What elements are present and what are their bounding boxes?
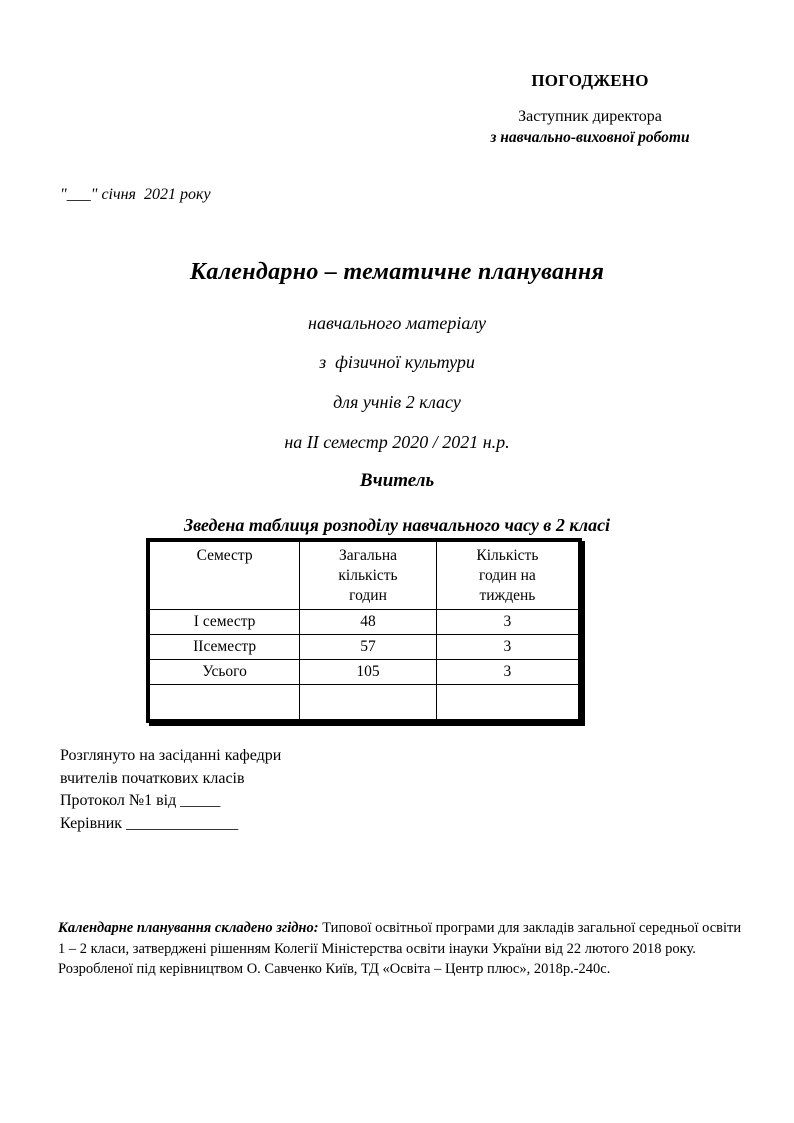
table-row-empty [148,684,580,721]
cell-semester: Усього [148,660,300,685]
table-header-cell-total-hours [300,540,437,610]
cell-semester [148,684,300,721]
approval-block [420,70,760,149]
subtitle-material: навчального матеріалу [308,312,486,333]
footnote-body: Типової освітньої програми для закладів загальної середньої освіти 1 – 2 класи, затверджені рішенням Колегії Міністерства освіти інауки України від 22 лютого 2018 року. Розробленої під керівництвом О. Савченко Київ, ТД «Освіта – Центр плюс», 2018р.-240с. [58,920,742,978]
cell-total-hours: 57 [300,635,437,660]
summary-table-caption: Зведена таблиця розподілу навчального часу в 2 класі [183,514,611,535]
approval-role-line-2: з навчально-виховної роботи [490,129,690,147]
table-row [148,635,580,660]
header-line: тиждень [479,586,536,604]
review-note-line-2: вчителів початкових класів [60,769,245,787]
table-header-cell-hours-per-week [436,540,580,610]
table-header-row [148,540,580,610]
table-header-cell-semester [148,540,300,610]
cell-hours-per-week: 3 [436,660,580,685]
review-note-head: Керівник ______________ [60,815,239,833]
header-line: кількість [338,566,398,584]
subtitle-class: для учнів 2 класу [333,391,461,412]
subtitle-term: на ІІ семестр 2020 / 2021 н.р. [284,431,510,452]
cell-hours-per-week: 3 [436,635,580,660]
review-notes-block [60,745,281,836]
header-line: годин [349,586,387,604]
teacher-label: Вчитель [359,470,435,492]
header-line: Кількість [476,547,539,564]
cell-semester: І семестр [148,610,300,635]
review-note-line-1: Розглянуто на засіданні кафедри [60,747,282,764]
summary-table-wrapper [146,538,586,723]
cell-total-hours: 48 [300,610,437,635]
table-row [148,660,580,685]
table-row [148,610,580,635]
cell-hours-per-week: 3 [436,610,580,635]
approval-date-line: "___" січня 2021 року [60,186,211,203]
header-line: годин на [478,566,536,584]
cell-total-hours [300,684,437,721]
footnote-block [58,918,748,980]
review-note-protocol: Протокол №1 від _____ [60,792,221,810]
subtitle-subject: з фізичної культури [319,352,475,373]
header-line: Загальна [339,547,397,564]
cell-semester: ІІсеместр [148,635,300,660]
approval-title: ПОГОДЖЕНО [531,71,649,90]
summary-table [146,538,582,723]
page-title: Календарно – тематичне планування [189,259,605,285]
header-line: Семестр [196,547,253,564]
footnote-lead: Календарне планування складено згідно: [58,920,319,936]
cell-hours-per-week [436,684,580,721]
approval-role-line-1: Заступник директора [518,108,662,126]
title-block [0,258,794,537]
cell-total-hours: 105 [300,660,437,685]
